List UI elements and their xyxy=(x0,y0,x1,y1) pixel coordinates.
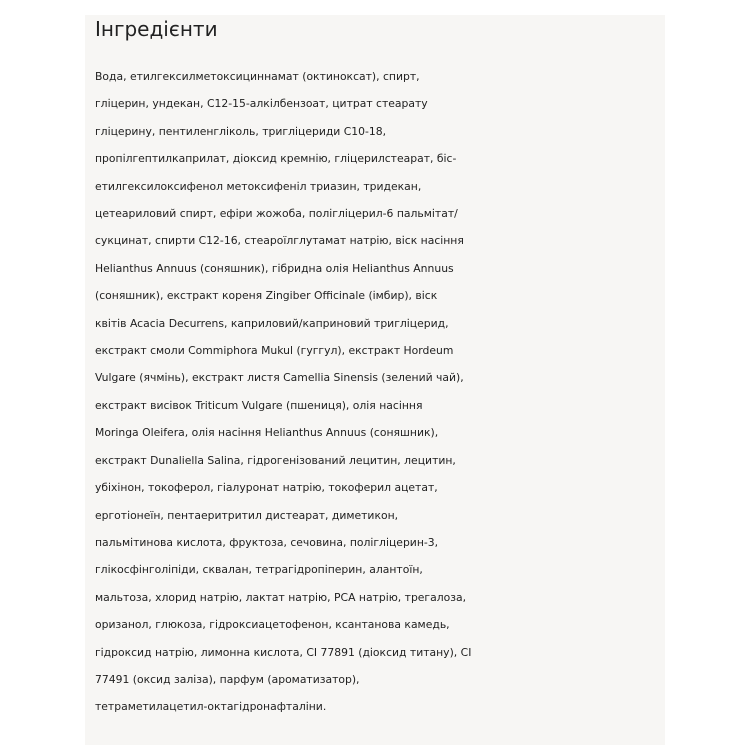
ingredients-title: Інгредієнти xyxy=(95,17,218,41)
ingredients-line: Helianthus Annuus (соняшник), гібридна олія Helianthus Annuus xyxy=(95,261,454,275)
ingredients-line: 77491 (оксид заліза), парфум (ароматизатор), xyxy=(95,672,360,686)
ingredients-line: Вода, етилгексилметоксициннамат (октиноксат), спирт, xyxy=(95,70,420,83)
ingredients-line: етилгексилоксифенол метоксифеніл триазин, тридекан, xyxy=(95,179,422,193)
ingredients-text xyxy=(95,63,665,721)
ingredients-panel xyxy=(85,15,665,745)
ingredients-line: гліцерину, пентиленгліколь, тригліцериди C10-18, xyxy=(95,124,387,138)
ingredients-line: ерготіонеїн, пентаеритритил дистеарат, диметикон, xyxy=(95,508,399,522)
ingredients-line: екстракт Dunaliella Salina, гідрогенізований лецитин, лецитин, xyxy=(95,453,456,467)
ingredients-line: мальтоза, хлорид натрію, лактат натрію, PCA натрію, трегалоза, xyxy=(95,590,467,604)
ingredients-line: Moringa Oleifera, олія насіння Helianthus Annuus (соняшник), xyxy=(95,426,439,440)
ingredients-line: гідроксид натрію, лимонна кислота, CI 77891 (діоксид титану), CI xyxy=(95,645,472,659)
ingredients-line: гліцерин, ундекан, С12-15-алкілбензоат, цитрат стеарату xyxy=(95,97,428,111)
ingredients-line: тетраметилацетил-октагідронафталіни. xyxy=(95,700,327,714)
ingredients-line: оризанол, глюкоза, гідроксиацетофенон, ксантанова камедь, xyxy=(95,618,450,632)
ingredients-line: убіхінон, токоферол, гіалуронат натрію, токоферил ацетат, xyxy=(95,481,438,495)
ingredients-line: Vulgare (ячмінь), екстракт листя Camellia Sinensis (зелений чай), xyxy=(95,371,464,385)
ingredients-line: (соняшник), екстракт кореня Zingiber Officinale (імбир), віск xyxy=(95,289,438,303)
ingredients-line: екстракт смоли Commiphora Mukul (гуггул), екстракт Hordeum xyxy=(95,344,454,358)
ingredients-line: глікосфінголіпіди, сквалан, тетрагідропіперин, алантоїн, xyxy=(95,563,423,577)
ingredients-line: цетеариловий спирт, ефіри жожоба, полігліцерил-6 пальмітат/ xyxy=(95,207,458,221)
ingredients-line: пальмітинова кислота, фруктоза, сечовина, полігліцерин-3, xyxy=(95,535,439,549)
ingredients-line: сукцинат, спирти С12-16, стеароїлглутамат натрію, віск насіння xyxy=(95,234,464,248)
ingredients-line: пропілгептилкаприлат, діоксид кремнію, гліцерилстеарат, біс- xyxy=(95,152,457,166)
ingredients-line: квітів Acacia Decurrens, каприловий/каприновий тригліцерид, xyxy=(95,316,449,330)
ingredients-line: екстракт висівок Triticum Vulgare (пшениця), олія насіння xyxy=(95,398,423,412)
